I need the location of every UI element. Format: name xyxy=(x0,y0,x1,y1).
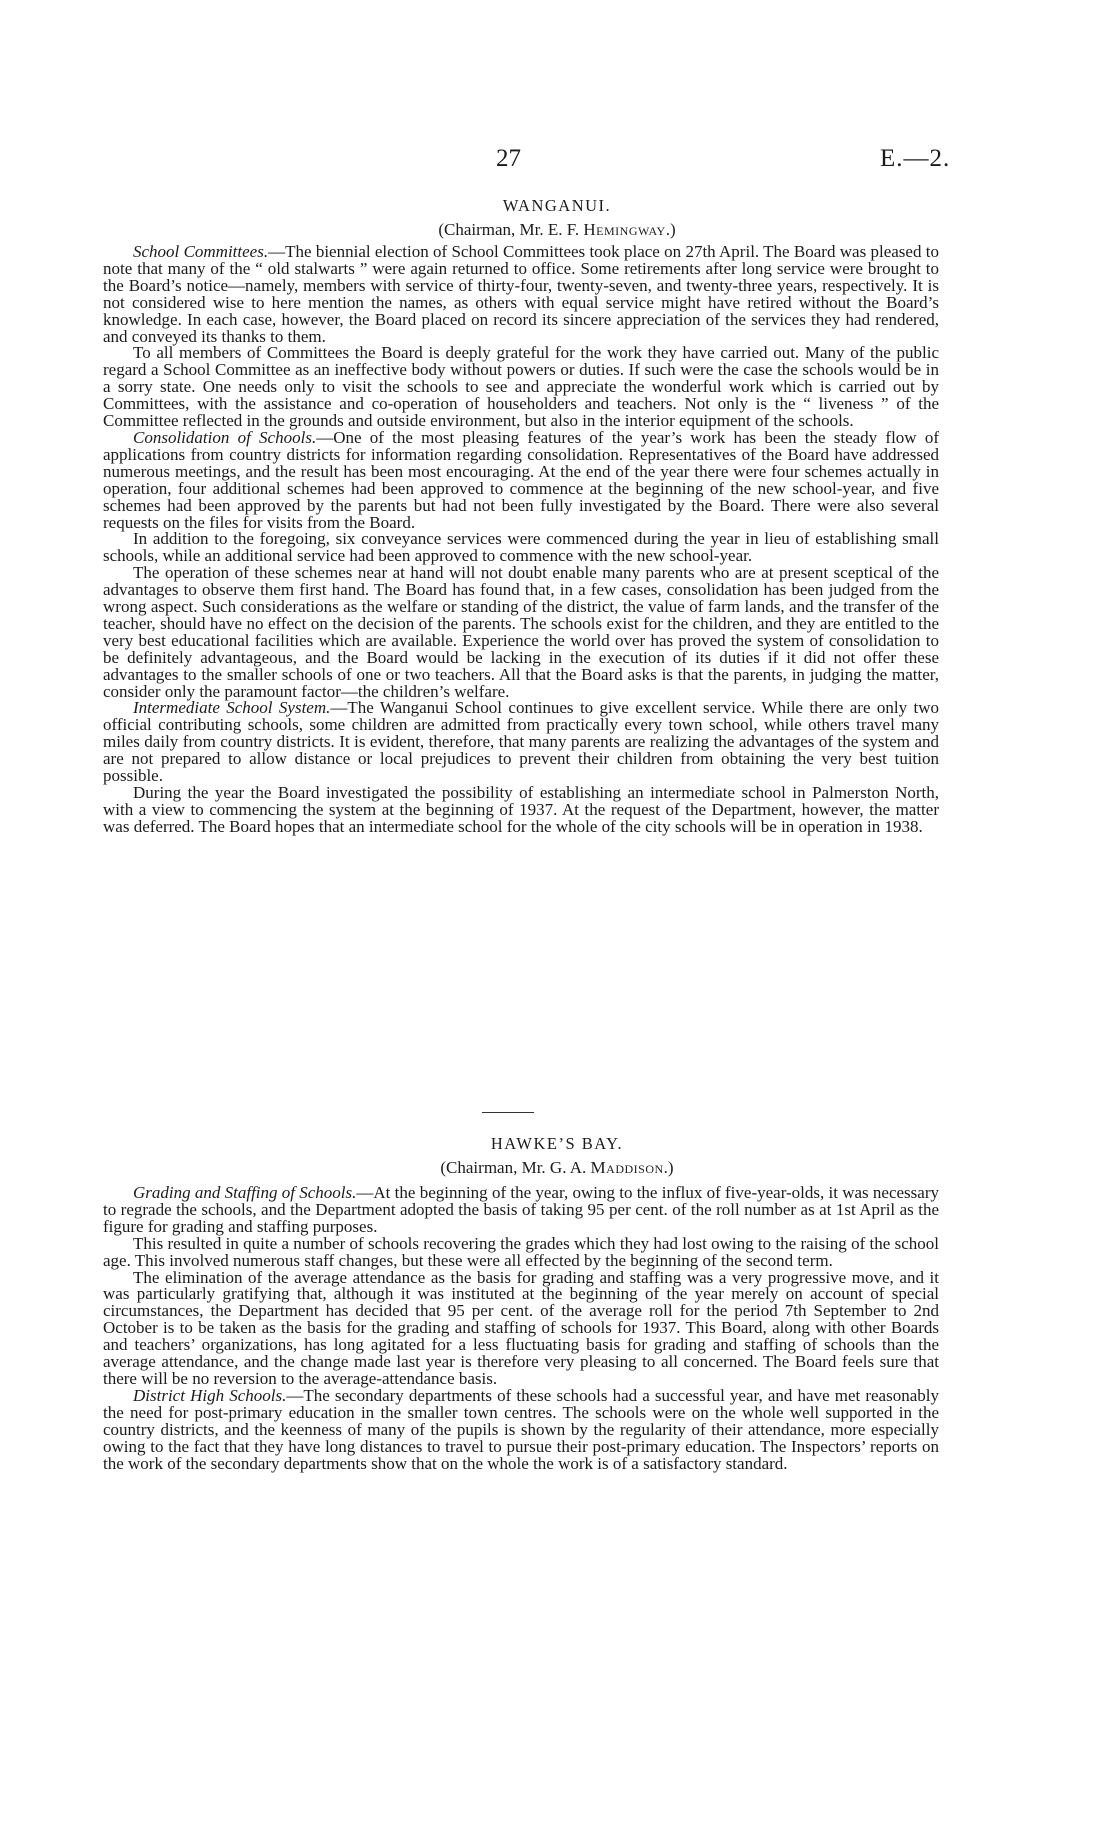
paragraph-text: —The secondary departments of these schools had a successful year, and have met reasonably the need for post-primary education in the smaller town centres. The schools were on the whole well supported in the country districts, and the keenness of many of the pupils is shown by the regularity of their attendance, more especially owing to the fact that they have long distances to travel to pursue their post-primary education. The Inspectors’ reports on the work of the secondary departments show that on the whole the work is of a satisfactory standard. xyxy=(103,1385,939,1473)
paragraph-text: To all members of Committees the Board is deeply grateful for the work they have carried out. Many of the public regard a School Committee as an ineffective body without powers or duties. If such were the case the schools would be in a sorry state. One needs only to visit the schools to see and appreciate the wonderful work which is carried out by Committees, with the assistance and co-operation of householders and teachers. Not only is the “ liveness ” of the Committee reflected in the grounds and outside environment, but also in the interior equipment of the schools. xyxy=(103,343,939,431)
paragraph xyxy=(103,427,939,532)
wanganui-body xyxy=(103,244,939,836)
paragraph xyxy=(103,785,939,836)
paragraph-heading: Grading and Staffing of Schools. xyxy=(133,1183,357,1202)
paragraph-text: —The biennial election of School Committees took place on 27th April. The Board was pleased to note that many of the “ old stalwarts ” were again returned to office. Some retirements after long service were brought to the Board’s notice—namely, members with service of thirty-four, twenty-seven, and twenty-three years, respectively. It is not considered wise to here mention the names, as others with equal service might have retired without the Board’s knowledge. In each case, however, the Board placed on record its sincere appreciation of the services they had rendered, and conveyed its thanks to them. xyxy=(103,242,939,346)
section-title-wanganui: WANGANUI. xyxy=(502,196,612,215)
series-code: E.—2. xyxy=(880,145,951,172)
section-divider xyxy=(482,1112,534,1113)
paragraph-heading: Intermediate School System. xyxy=(133,698,331,718)
paragraph xyxy=(103,1385,939,1473)
page-header xyxy=(0,145,1114,179)
paragraph-text: In addition to the foregoing, six conveyance services were commenced during the year in lieu of establishing small schools, while an additional service had been approved to commence with the new school-year. xyxy=(103,529,939,566)
paragraph xyxy=(103,700,939,785)
hawkes-bay-body xyxy=(103,1185,939,1472)
paragraph-text: The operation of these schemes near at hand will not doubt enable many parents who are at present sceptical of the advantages to observe them first hand. The Board has found that, in a few cases, consolidation has been judged from the wrong aspect. Such considerations as the welfare or standing of the district, the value of farm lands, and the transfer of the teacher, should have no effect on the decision of the parents. The schools exist for the children, and they are entitled to the very best educational facilities which are available. Experience the world over has proved the system of consolidation to be definitely advantageous, and the Board would be lacking in the execution of its duties if it did not offer these advantages to the smaller schools of one or two teachers. All that the Board asks is that the parents, in judging the matter, consider only the paramount factor—the children’s welfare. xyxy=(103,563,939,701)
chairman-name: Maddison xyxy=(590,1158,664,1177)
paragraph xyxy=(103,1185,939,1236)
paragraph-text: —At the beginning of the year, owing to the influx of five-year-olds, it was necessary to regrade the schools, and the Department adopted the basis of taking 95 per cent. of the roll number as at 1st April as the figure for grading and staffing purposes. xyxy=(103,1183,939,1236)
paragraph xyxy=(103,1267,939,1388)
paragraph-text: —The Wanganui School continues to give excellent service. While there are only two official contributing schools, some children are admitted from practically every town school, while others travel many miles daily from country districts. It is evident, therefore, that many parents are realizing the advantages of the system and are not prepared to allow distance or local prejudices to prevent their children from obtaining the very best tuition possible. xyxy=(103,698,939,786)
paragraph-heading: District High Schools. xyxy=(133,1385,287,1405)
chairman-line-hawkes-bay xyxy=(0,1158,1114,1178)
paragraph-text: During the year the Board investigated the possibility of establishing an intermediate school in Palmerston North, with a view to commencing the system at the beginning of 1937. At the request of the Department, however, the matter was deferred. The Board hopes that an intermediate school for the whole of the city schools will be in operation in 1938. xyxy=(103,783,939,836)
paragraph xyxy=(103,531,939,565)
chairman-prefix: (Chairman, Mr. G. A. xyxy=(440,1158,591,1177)
paragraph-text: —One of the most pleasing features of the year’s work has been the steady flow of applications from country districts for information regarding consolidation. Representatives of the Board have addressed numerous meetings, and the result has been most encouraging. At the end of the year there were four schemes actually in operation, four additional schemes had been approved to commence at the beginning of the new school-year, and five schemes had been approved by the parents but had not been fully investigated by the Board. There were also several requests on the files for visits from the Board. xyxy=(103,427,939,532)
page-number: 27 xyxy=(496,145,521,172)
paragraph xyxy=(103,1233,939,1270)
paragraph xyxy=(103,565,939,700)
chairman-name: Hemingway xyxy=(583,220,666,239)
chairman-suffix: .) xyxy=(663,1158,674,1177)
paragraph-heading: Consolidation of Schools. xyxy=(133,427,317,447)
chairman-suffix: .) xyxy=(665,220,676,239)
paragraph xyxy=(103,244,939,345)
chairman-line-wanganui xyxy=(0,220,1114,240)
paragraph-text: The elimination of the average attendance as the basis for grading and staffing was a very progressive move, and it was particularly gratifying that, although it was instituted at the beginning of the year merely on account of special circumstances, the Department has decided that 95 per cent. of the average roll for the period 7th September to 2nd October is to be taken as the basis for the grading and staffing of schools for 1937. This Board, along with other Boards and teachers’ organizations, has long agitated for a less fluctuating basis for grading and staffing of schools than the average attendance, and the change made last year is therefore very pleasing to all concerned. The Board feels sure that there will be no reversion to the average-attendance basis. xyxy=(103,1267,939,1388)
paragraph xyxy=(103,345,939,430)
chairman-prefix: (Chairman, Mr. E. F. xyxy=(438,220,584,239)
paragraph-text: This resulted in quite a number of schools recovering the grades which they had lost owing to the raising of the school age. This involved numerous staff changes, but these were all effected by the beginning of the second term. xyxy=(103,1233,939,1270)
paragraph-heading: School Committees. xyxy=(133,242,269,261)
section-title-hawkes-bay: HAWKE’S BAY. xyxy=(490,1134,624,1153)
